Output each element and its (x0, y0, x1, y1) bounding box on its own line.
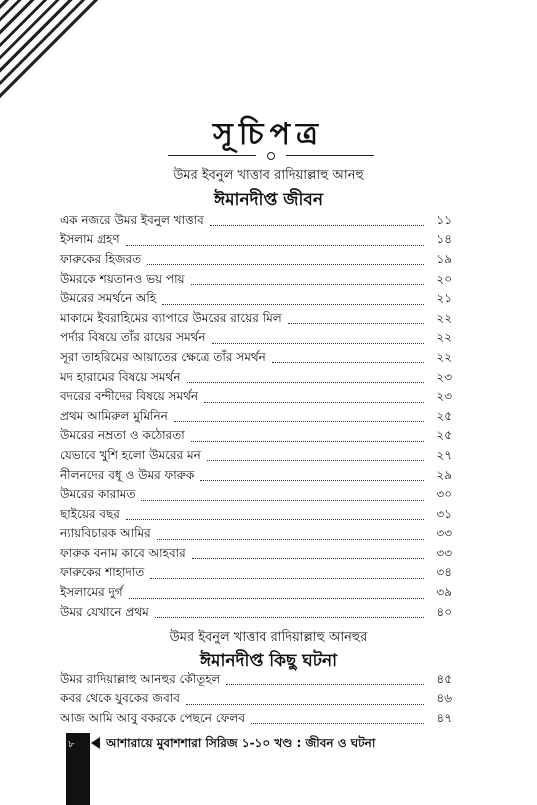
toc-entry-page: ২৯ (436, 467, 452, 482)
footer-series-title: আশারায়ে মুবাশশারা সিরিজ ১-১০ খণ্ড : জীবন ও ঘটনা (106, 736, 376, 750)
toc-entry (60, 526, 452, 546)
section1-subtitle: উমর ইবনুল খাত্তাব রাদিয়াল্লাহু আনহু (173, 168, 364, 183)
toc-entry (60, 232, 452, 252)
toc-leader-dots (288, 311, 424, 324)
toc-entry (60, 545, 452, 565)
toc-entry-title: উমরের সমর্থনে অহি (60, 291, 157, 306)
section1-heading: ঈমানদীপ্ত জীবন (214, 190, 323, 210)
toc-entry-page: ২২ (436, 310, 452, 325)
toc-entry-title: উমরের কারামত (60, 487, 136, 502)
toc-leader-dots (212, 331, 424, 344)
toc-entry-page: ২৩ (436, 369, 452, 384)
toc-entry-page: ২২ (436, 349, 452, 364)
toc-entry-title: পর্দার বিষয়ে তাঁর রায়ের সমর্থন (60, 330, 206, 345)
toc-entry-page: ২৫ (436, 428, 452, 443)
footer-page-number: ৮ (68, 739, 75, 750)
toc-entry-title: কবর থেকে যুবকের জবাব (60, 691, 180, 706)
toc-entry (60, 486, 452, 506)
page-footer (56, 733, 537, 768)
toc-leader-dots (272, 350, 424, 363)
toc-entry-title: উমরকে শয়তানও ভয় পায় (60, 271, 185, 286)
toc-entry-title: উমরের নম্রতা ও কঠোরতা (60, 428, 185, 443)
toc-entry-page: ২১ (436, 291, 452, 306)
toc-entry-title: মদ হারামের বিষয়ে সমর্থন (60, 369, 181, 384)
toc-leader-dots (192, 546, 424, 559)
title-divider (168, 152, 374, 160)
toc-entry-page: ৩৩ (436, 526, 452, 541)
toc-entry (60, 388, 452, 408)
toc-entry (60, 604, 452, 624)
toc-entry-page: ২২ (436, 330, 452, 345)
toc-entry (60, 506, 452, 526)
toc-entry (60, 349, 452, 369)
toc-leader-dots (191, 429, 424, 442)
toc-entry-page: ৪০ (436, 604, 452, 619)
section2-heading: ঈমানদীপ্ত কিছু ঘটনা (199, 651, 338, 671)
toc-leader-dots (126, 233, 424, 246)
toc-entry-title: ফারুকের শাহাদাত (60, 565, 145, 580)
divider-circle-icon (267, 152, 275, 160)
toc-entry (60, 565, 452, 585)
toc-entry-title: এক নজরে উমর ইবনুল খাত্তাব (60, 212, 204, 227)
toc-entry-title: মাকামে ইবরাহিমের ব্যাপারে উমরের রায়ের মিল (60, 310, 282, 325)
toc-leader-dots (141, 488, 424, 501)
toc-leader-dots (129, 586, 424, 599)
toc-entry-title: উমর রাদিয়াল্লাহু আনহুর কৌতূহল (60, 671, 221, 686)
toc-leader-dots (191, 272, 424, 285)
toc-entry (60, 290, 452, 310)
toc-leader-dots (210, 213, 424, 226)
toc-entry-title: আজ আমি আবু বকরকে পেছনে ফেলব (60, 710, 245, 725)
toc-entry (60, 447, 452, 467)
toc-entry-title: যেভাবে খুশি হলো উমরের মন (60, 447, 201, 462)
toc-entry (60, 428, 452, 448)
toc-entry-page: ১৯ (436, 251, 452, 266)
toc-leader-dots (186, 692, 424, 705)
toc-entry-page: ৩০ (436, 487, 452, 502)
toc-entry (60, 310, 452, 330)
section1-toc-list (60, 212, 452, 623)
toc-entry-title: বদরের বন্দীদের বিষয়ে সমর্থন (60, 389, 199, 404)
toc-entry-title: ফারুক বনাম কাবে আহবার (60, 545, 186, 560)
section2-toc-list (60, 671, 452, 730)
toc-leader-dots (187, 370, 424, 383)
toc-entry (60, 408, 452, 428)
toc-leader-dots (200, 468, 424, 481)
toc-leader-dots (162, 292, 424, 305)
toc-entry-page: ৩৪ (436, 565, 452, 580)
toc-leader-dots (174, 409, 424, 422)
toc-leader-dots (147, 252, 424, 265)
toc-entry-page: ৩৯ (436, 585, 452, 600)
toc-leader-dots (251, 711, 424, 724)
toc-entry-page: ৪৫ (436, 671, 452, 686)
toc-entry-title: নীলনদের বধূ ও উমর ফারুক (60, 467, 195, 482)
toc-entry (60, 671, 452, 691)
toc-entry-title: ফারুকের হিজরত (60, 251, 142, 266)
toc-entry-page: ৪৭ (436, 710, 452, 725)
toc-entry-page: ১৪ (436, 232, 452, 247)
toc-entry-title: ইসলামের দুর্গ (60, 585, 123, 600)
footer-arrow-icon (91, 737, 100, 749)
toc-entry-page: ২৩ (436, 389, 452, 404)
toc-entry-title: ন্যায়বিচারক আমির (60, 526, 151, 541)
toc-entry-page: ৩৩ (436, 545, 452, 560)
toc-entry-title: প্রথম আমিরুল মুমিনিন (60, 408, 168, 423)
toc-entry-page: ২৭ (436, 447, 452, 462)
toc-entry-title: সূরা তাহরিমের আয়াতের ক্ষেত্রে তাঁর সমর্থন (60, 349, 266, 364)
toc-entry (60, 330, 452, 350)
toc-entry-page: ২০ (436, 271, 452, 286)
toc-entry (60, 251, 452, 271)
toc-entry-title: ইসলাম গ্রহণ (60, 232, 120, 247)
toc-leader-dots (207, 448, 424, 461)
toc-leader-dots (226, 672, 424, 685)
toc-leader-dots (157, 527, 424, 540)
toc-entry-page: ৪৬ (436, 691, 452, 706)
toc-entry (60, 212, 452, 232)
toc-entry (60, 369, 452, 389)
toc-entry (60, 691, 452, 711)
toc-entry-title: উমর যেখানে প্রথম (60, 604, 149, 619)
section2-subtitle: উমর ইবনুল খাত্তাব রাদিয়াল্লাহু আনহুর (169, 630, 368, 645)
toc-entry-title: ছাইয়ের বছর (60, 506, 120, 521)
toc-entry (60, 710, 452, 730)
toc-entry (60, 271, 452, 291)
toc-entry-page: ২৫ (436, 408, 452, 423)
toc-entry (60, 584, 452, 604)
toc-leader-dots (150, 566, 424, 579)
toc-entry-page: ৩১ (436, 506, 452, 521)
corner-stripes-decoration (0, 0, 100, 100)
toc-entry-page: ১১ (436, 212, 452, 227)
toc-leader-dots (204, 390, 424, 403)
page-title: সূচিপত্র (213, 117, 324, 152)
toc-leader-dots (155, 605, 424, 618)
toc-entry (60, 467, 452, 487)
toc-leader-dots (126, 507, 424, 520)
